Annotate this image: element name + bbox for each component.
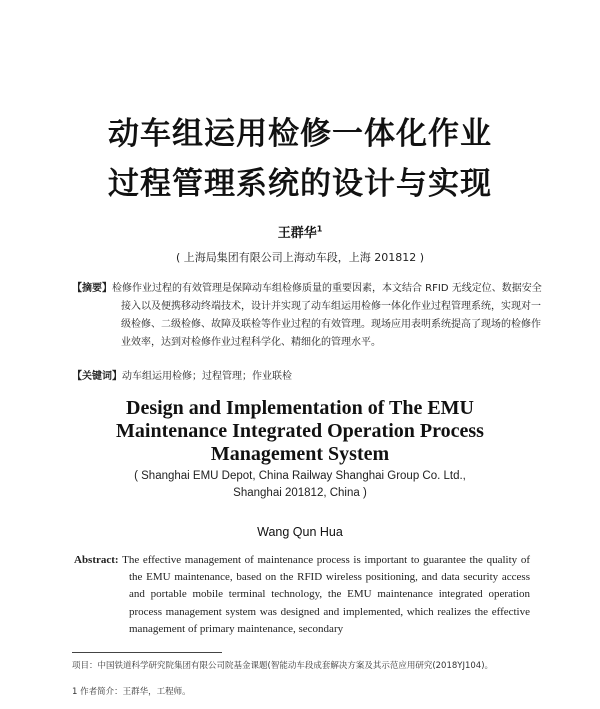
english-title-line-1: Design and Implementation of The EMU xyxy=(126,397,474,419)
author-footnote-marker: 1 xyxy=(316,224,323,234)
chinese-keywords-label: 【关键词】 xyxy=(72,371,122,382)
english-abstract-label: Abstract: xyxy=(74,554,119,566)
chinese-affiliation: ( 上海局集团有限公司上海动车段，上海 201812 ) xyxy=(175,251,425,264)
chinese-title-line-2: 过程管理系统的设计与实现 xyxy=(108,166,492,202)
english-abstract-text: The effective management of maintenance process is important to guarantee the quality of the EMU maintenance, based on the RFID wireless positioning, and data security access and portable mobile terminal technology, the EMU maintenance integrated operation process management system was designed and implemented, which realizes the effective management of primary maintenance, secondary xyxy=(122,554,530,635)
chinese-keywords-text: 动车组运用检修；过程管理；作业联检 xyxy=(122,371,292,382)
chinese-title-line-1: 动车组运用检修一体化作业 xyxy=(108,116,492,152)
english-affiliation: ( Shanghai EMU Depot, China Railway Shanghai Group Co. Ltd., Shanghai 201812, China ) xyxy=(134,470,466,499)
english-author: Wang Qun Hua xyxy=(257,525,343,539)
chinese-author xyxy=(0,222,600,241)
english-abstract-body xyxy=(74,552,530,638)
english-abstract xyxy=(74,552,530,638)
footnote-project: 项目：中国铁道科学研究院集团有限公司院基金课题(智能动车段成套解决方案及其示范应用研究(2018YJ104)。 xyxy=(72,661,494,671)
chinese-keywords xyxy=(72,367,542,382)
chinese-abstract-body xyxy=(72,280,542,352)
footnote-separator xyxy=(72,652,222,653)
chinese-abstract-text: 检修作业过程的有效管理是保障动车组检修质量的重要因素，本文结合 RFID 无线定位、数据安全接入以及便携移动终端技术，设计并实现了动车组运用检修一体化作业过程管理系统，实现对一级检修、二级检修、故障及联检等作业过程的有效管理。现场应用表明系统提高了现场的检修作业效率，达到对检修作业过程科学化、精细化的管理水平。 xyxy=(112,283,542,348)
chinese-abstract xyxy=(72,280,542,352)
footnote-author: 1 作者简介：王群华，工程师。 xyxy=(72,687,191,697)
chinese-abstract-label: 【摘要】 xyxy=(72,283,112,294)
chinese-author-name: 王群华 xyxy=(277,226,317,241)
english-title-line-2: Maintenance Integrated Operation Process xyxy=(116,420,484,442)
english-title-line-3: Management System xyxy=(210,443,390,465)
